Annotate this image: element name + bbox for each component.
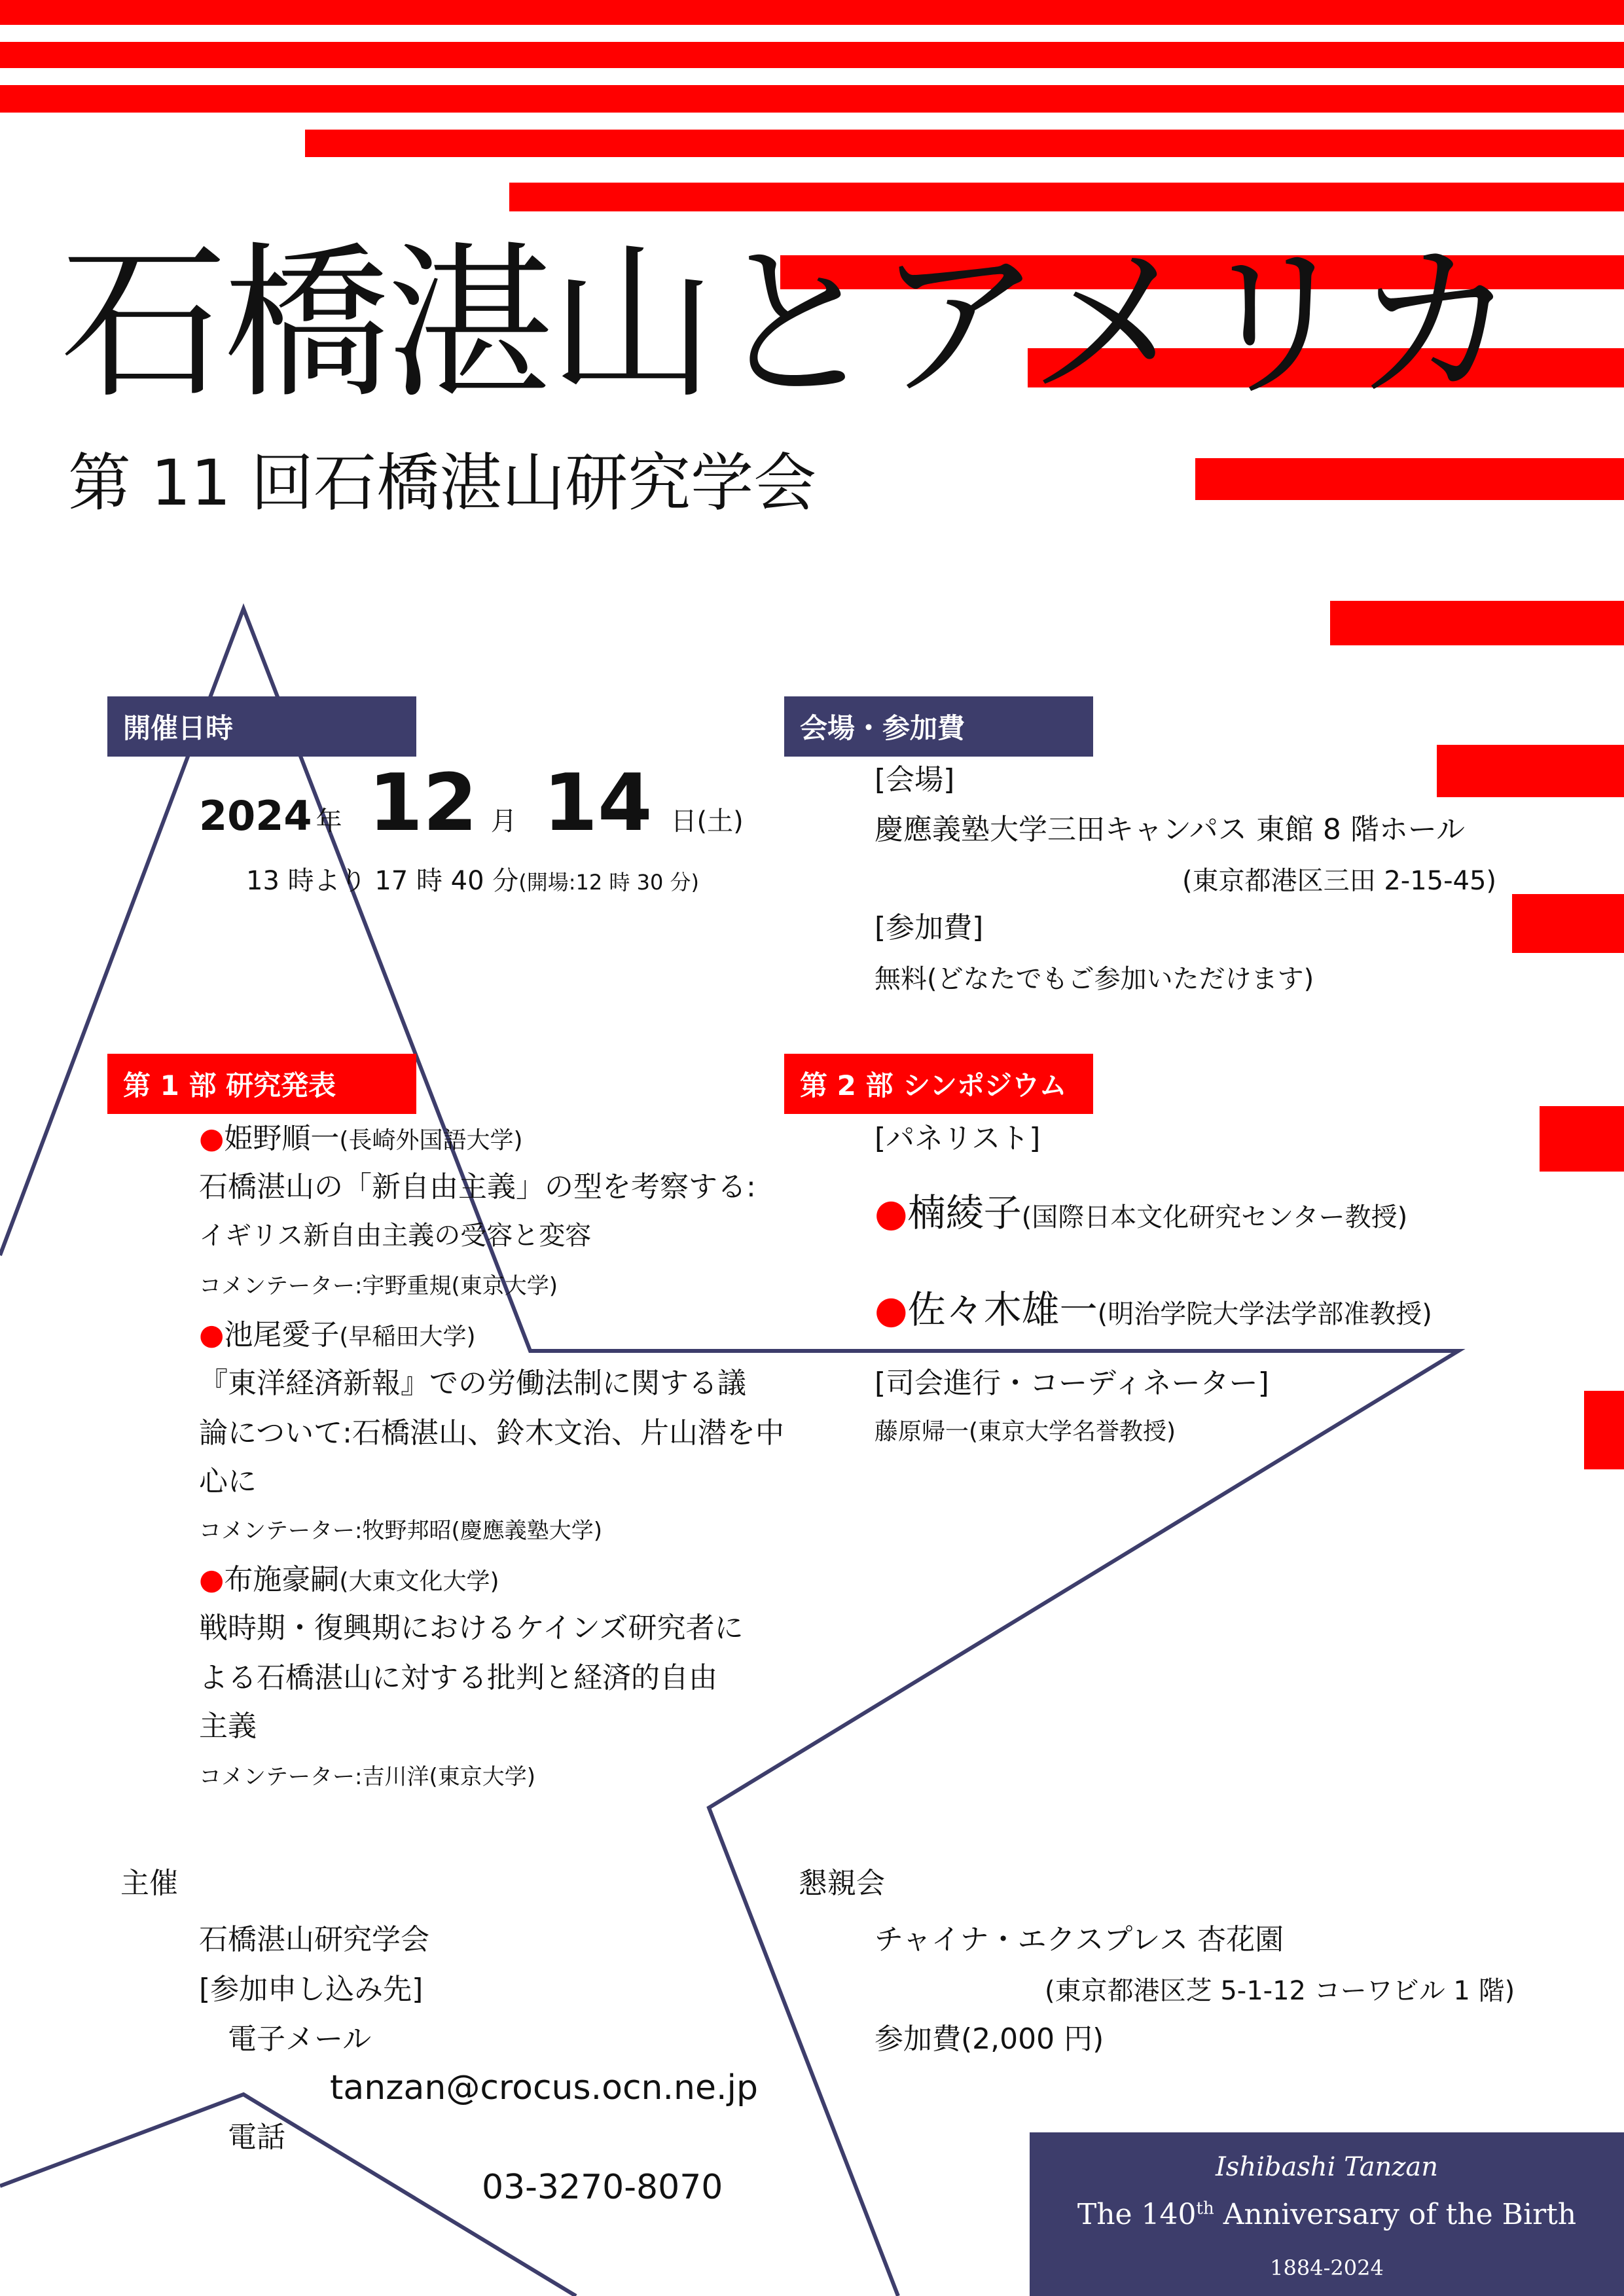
email-label: 電子メール bbox=[228, 2022, 372, 2056]
panelist-name: 佐々木雄一 bbox=[907, 1287, 1098, 1332]
presenter-name: 姫野順一 bbox=[224, 1122, 340, 1155]
anniversary-ordinal: th bbox=[1196, 2198, 1214, 2219]
presentation-title-line: 『東洋経済新報』での労働法制に関する議 bbox=[199, 1367, 746, 1400]
panelist-name: 楠綾子 bbox=[907, 1191, 1022, 1235]
presentation-title-line: 論について:石橋湛山、鈴木文治、片山潜を中 bbox=[199, 1416, 784, 1450]
presenter-affiliation: (大東文化大学) bbox=[339, 1568, 499, 1595]
commentator: コメンテーター:牧野邦昭(慶應義塾大学) bbox=[199, 1518, 602, 1544]
presentation-title-line: よる石橋湛山に対する批判と経済的自由 bbox=[199, 1661, 717, 1695]
part2-label: 第 2 部 シンポジウム bbox=[784, 1054, 1093, 1114]
commentator: コメンテーター:吉川洋(東京大学) bbox=[199, 1764, 535, 1790]
presenter-affiliation: (早稲田大学) bbox=[339, 1323, 476, 1350]
presenter-2 bbox=[199, 1318, 476, 1352]
bullet-icon: ● bbox=[199, 1318, 225, 1352]
event-time-range: 13 時より 17 時 40 分 bbox=[246, 866, 519, 896]
reception-fee: 参加費(2,000 円) bbox=[875, 2022, 1104, 2056]
presenter-name: 池尾愛子 bbox=[224, 1318, 340, 1352]
bullet-icon: ● bbox=[199, 1122, 225, 1155]
month-unit: 月 bbox=[490, 806, 517, 836]
commentator: コメンテーター:宇野重規(東京大学) bbox=[199, 1273, 558, 1299]
event-year: 2024 bbox=[199, 792, 312, 840]
bullet-icon: ● bbox=[875, 1287, 908, 1332]
fee-text: 無料(どなたでもご参加いただけます) bbox=[875, 964, 1314, 994]
organizer-name: 石橋湛山研究学会 bbox=[199, 1923, 429, 1956]
anniversary-person: Ishibashi Tanzan bbox=[1216, 2152, 1438, 2182]
apply-heading: [参加申し込み先] bbox=[199, 1973, 424, 2006]
event-time bbox=[246, 868, 699, 894]
presenter-3 bbox=[199, 1563, 499, 1596]
venue-section-label: 会場・参加費 bbox=[784, 696, 1093, 757]
panelists-heading: [パネリスト] bbox=[875, 1122, 1041, 1155]
day-unit: 日(土) bbox=[670, 806, 744, 836]
presentation-title-line: 主義 bbox=[199, 1710, 257, 1743]
event-month: 12 bbox=[368, 758, 478, 849]
anniversary-text-start: The 140 bbox=[1077, 2198, 1197, 2231]
email-address: tanzan@crocus.ocn.ne.jp bbox=[330, 2068, 758, 2108]
panelist-affiliation: (明治学院大学法学部准教授) bbox=[1097, 1299, 1432, 1329]
organizer-heading: 主催 bbox=[120, 1867, 178, 1900]
bullet-icon: ● bbox=[199, 1563, 225, 1596]
reception-venue: チャイナ・エクスプレス 杏花園 bbox=[875, 1923, 1284, 1956]
panelist-1 bbox=[875, 1191, 1408, 1235]
moderator-name: 藤原帰一(東京大学名誉教授) bbox=[875, 1418, 1176, 1445]
bullet-icon: ● bbox=[875, 1191, 908, 1235]
venue-name: 慶應義塾大学三田キャンパス 東館 8 階ホール bbox=[875, 813, 1465, 846]
page-title: 石橋湛山とアメリカ bbox=[60, 227, 1516, 422]
page-subtitle: 第 11 回石橋湛山研究学会 bbox=[68, 446, 817, 520]
year-unit: 年 bbox=[316, 806, 342, 836]
venue-address: (東京都港区三田 2-15-45) bbox=[1182, 866, 1497, 896]
doors-open-time: (開場:12 時 30 分) bbox=[518, 870, 699, 895]
anniversary-text-end: Anniversary of the Birth bbox=[1214, 2198, 1577, 2231]
presenter-1 bbox=[199, 1124, 523, 1153]
fee-heading: [参加費] bbox=[875, 911, 984, 944]
part1-label: 第 1 部 研究発表 bbox=[107, 1054, 416, 1114]
presentation-title-line: 心に bbox=[199, 1465, 257, 1498]
event-date bbox=[199, 758, 744, 849]
anniversary-years: 1884-2024 bbox=[1270, 2255, 1384, 2280]
anniversary-text bbox=[1030, 2198, 1624, 2231]
presentation-title-line: 戦時期・復興期におけるケインズ研究者に bbox=[199, 1611, 744, 1645]
reception-address: (東京都港区芝 5-1-12 コーワビル 1 階) bbox=[1045, 1976, 1515, 2006]
venue-heading: [会場] bbox=[875, 763, 955, 797]
anniversary-box bbox=[1030, 2132, 1624, 2296]
presenter-affiliation: (長崎外国語大学) bbox=[339, 1127, 523, 1154]
phone-number: 03-3270-8070 bbox=[482, 2168, 723, 2207]
reception-heading: 懇親会 bbox=[799, 1867, 885, 1900]
event-day: 14 bbox=[543, 758, 653, 849]
phone-label: 電話 bbox=[228, 2121, 285, 2154]
moderator-heading: [司会進行・コーディネーター] bbox=[875, 1367, 1269, 1400]
date-section-label: 開催日時 bbox=[107, 696, 416, 757]
presenter-name: 布施豪嗣 bbox=[224, 1563, 340, 1596]
panelist-2 bbox=[875, 1287, 1432, 1332]
presentation-title-line: 石橋湛山の「新自由主義」の型を考察する: bbox=[199, 1170, 756, 1204]
presentation-title-line: イギリス新自由主義の受容と変容 bbox=[199, 1221, 592, 1251]
panelist-affiliation: (国際日本文化研究センター教授) bbox=[1021, 1202, 1408, 1232]
